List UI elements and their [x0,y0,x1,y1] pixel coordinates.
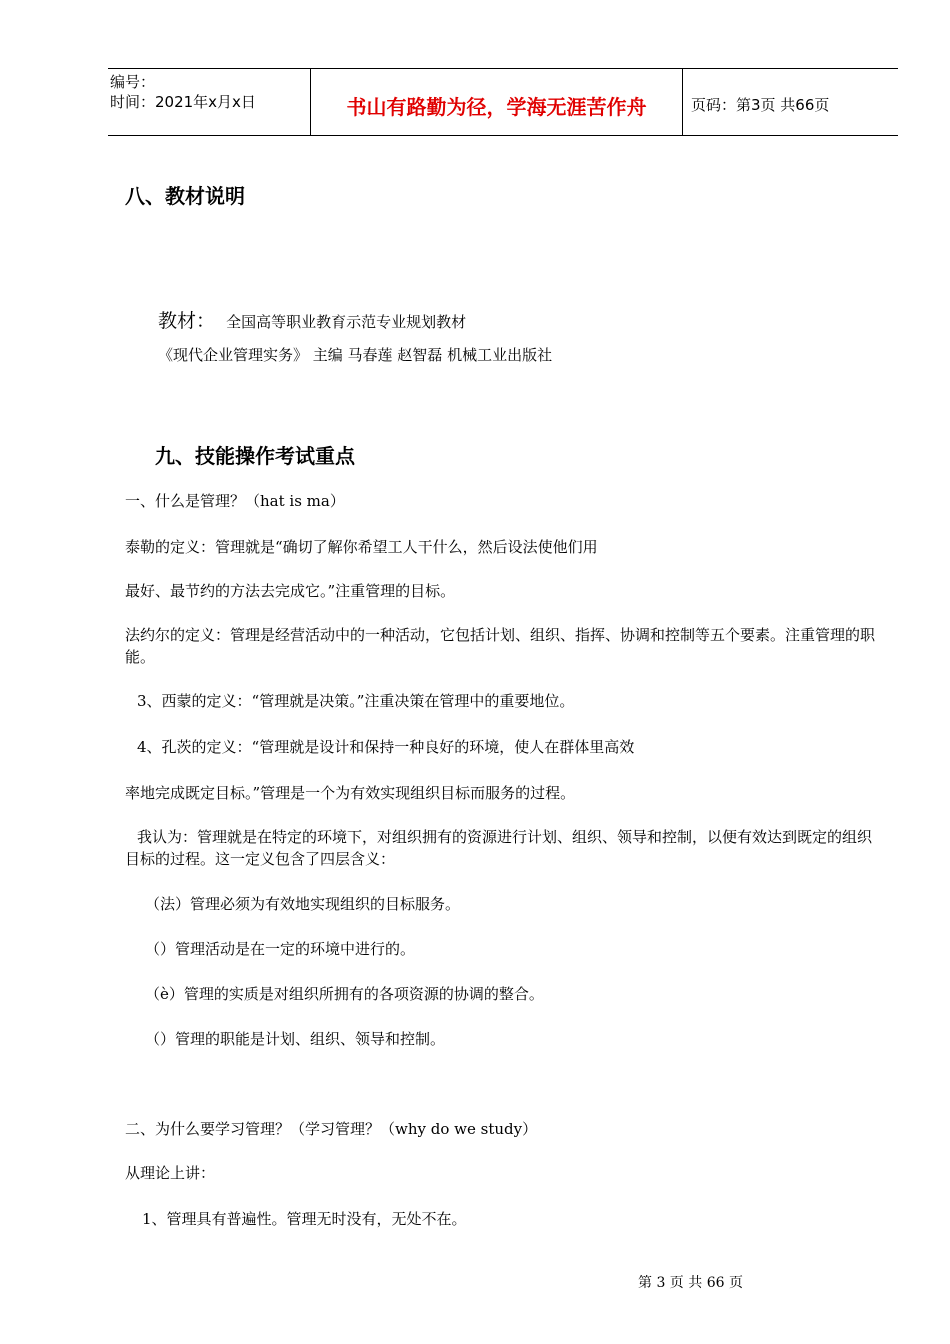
meaning-point-4: （）管理的职能是计划、组织、领导和控制。 [145,1030,446,1048]
koontz-definition-line-1: 4、孔茨的定义：“管理就是设计和保持一种良好的环境，使人在群体里高效 [137,738,635,756]
fayol-definition: 法约尔的定义：管理是经营活动中的一种活动，它包括计划、组织、指挥、协调和控制等五个要素。注重管理的职能。 [125,626,876,666]
my-view-paragraph: 我认为：管理就是在特定的环境下，对组织拥有的资源进行计划、组织、领导和控制，以便有效达到既定的组织目标的过程。这一定义包含了四层含义： [125,828,873,868]
page-header [108,68,898,136]
page-footer: 第 3 页 共 66 页 [638,1275,743,1291]
theory-point-1: 1、管理具有普遍性。管理无时没有，无处不在。 [142,1210,467,1228]
textbook-line [158,306,466,333]
textbook-detail: 《现代企业管理实务》 主编 马春莲 赵智磊 机械工业出版社 [158,346,553,364]
section-8-heading: 八、教材说明 [125,184,245,208]
document-time: 时间：2021年x月x日 [110,93,256,111]
header-meta [108,69,310,135]
document-number: 编号： [110,73,156,91]
question-1: 一、什么是管理？（hat is ma） [125,492,345,510]
simon-definition: 3、西蒙的定义：“管理就是决策。”注重决策在管理中的重要地位。 [137,692,575,710]
section-9-heading: 九、技能操作考试重点 [155,444,355,468]
header-page-info: 页码：第3页 共66页 [691,95,830,114]
meaning-point-1: （法）管理必须为有效地实现组织的目标服务。 [145,895,461,913]
textbook-series: 全国高等职业教育示范专业规划教材 [226,313,467,331]
textbook-label: 教材： [158,310,216,332]
question-2: 二、为什么要学习管理？（学习管理？（why do we study） [125,1120,538,1138]
header-motto: 书山有路勤为径，学海无涯苦作舟 [310,69,683,135]
koontz-definition-line-2: 率地完成既定目标。”管理是一个为有效实现组织目标而服务的过程。 [125,784,576,802]
meaning-point-3: （è）管理的实质是对组织所拥有的各项资源的协调的整合。 [145,985,544,1003]
theory-intro: 从理论上讲： [125,1164,216,1182]
taylor-definition-line-1: 泰勒的定义：管理就是“确切了解你希望工人干什么，然后设法使他们用 [125,538,598,556]
meaning-point-2: （）管理活动是在一定的环境中进行的。 [145,940,416,958]
taylor-definition-line-2: 最好、最节约的方法去完成它。”注重管理的目标。 [125,582,456,600]
